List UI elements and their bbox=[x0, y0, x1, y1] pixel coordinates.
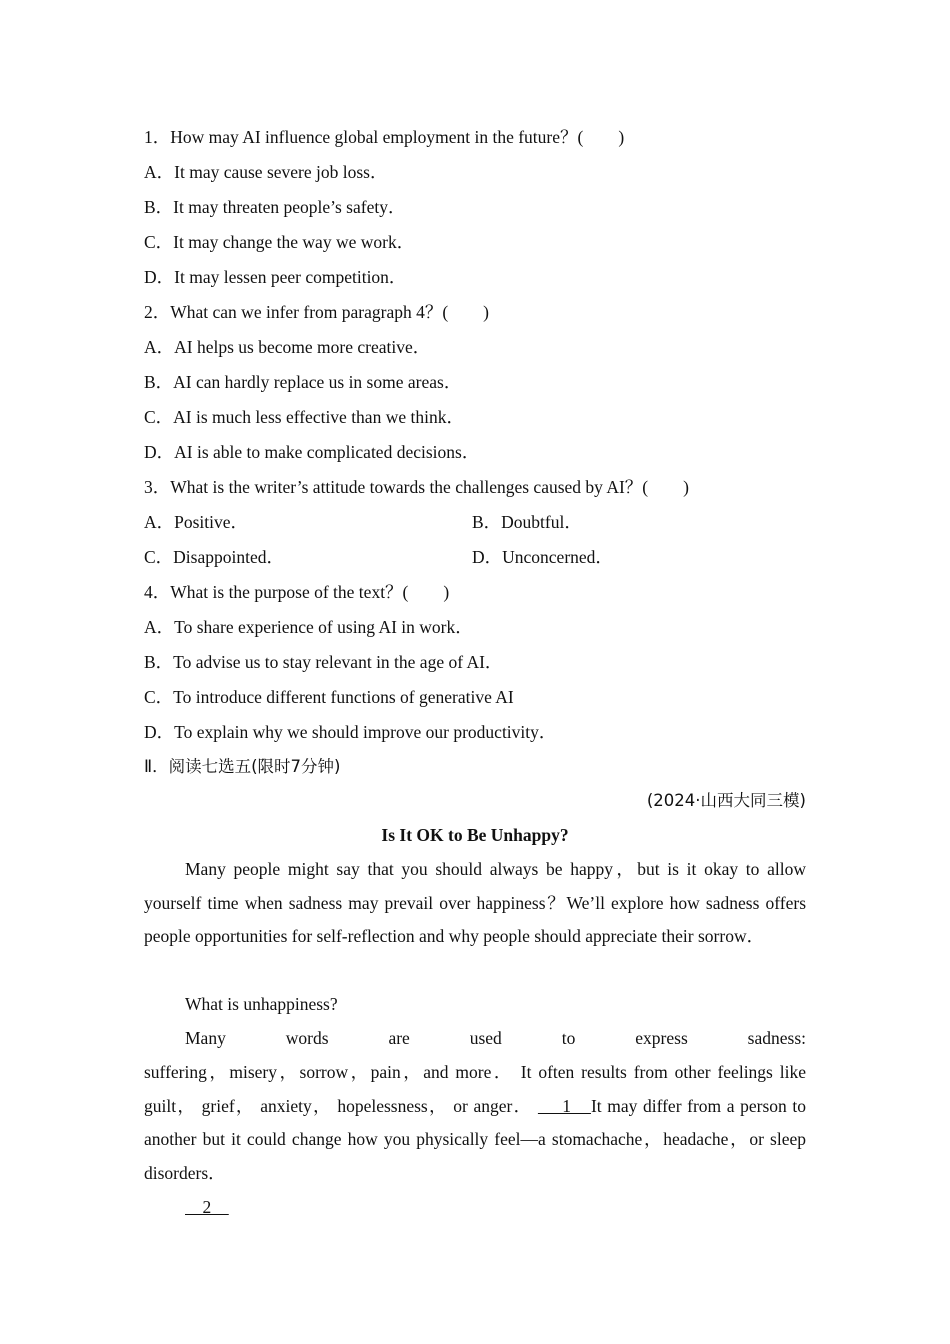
question-4-option-d: D．To explain why we should improve our productivity． bbox=[144, 722, 557, 742]
blank-2[interactable]: 2 bbox=[185, 1197, 229, 1217]
paragraph-2-text-before-blank: suffering，misery，sorrow，pain，and more． It often results from other feelings like guilt， grief， anxiety， hopelessness， or anger． bbox=[144, 1062, 806, 1116]
question-3-option-a: A．Positive． bbox=[144, 512, 249, 532]
question-3-stem: 3．What is the writer’s attitude towards the challenges caused by AI？( ) bbox=[144, 477, 689, 497]
passage-paragraph-2-line-1: Many words are used to express sadness: bbox=[185, 1028, 806, 1048]
question-3-option-d: D．Unconcerned． bbox=[472, 547, 613, 567]
question-4-stem: 4．What is the purpose of the text？( ) bbox=[144, 582, 450, 602]
passage-paragraph-2 bbox=[144, 1056, 806, 1191]
question-2-option-b: B．AI can hardly replace us in some areas． bbox=[144, 372, 462, 392]
question-1-option-b: B．It may threaten people’s safety． bbox=[144, 197, 406, 217]
passage-title: Is It OK to Be Unhappy? bbox=[381, 825, 569, 845]
question-2-option-c: C．AI is much less effective than we think． bbox=[144, 407, 464, 427]
question-1-option-c: C．It may change the way we work． bbox=[144, 232, 415, 252]
question-4-option-a: A．To share experience of using AI in work． bbox=[144, 617, 473, 637]
source-citation: (2024·山西大同三模) bbox=[646, 791, 806, 810]
question-1-stem: 1．How may AI influence global employment in the future？( ) bbox=[144, 127, 625, 147]
section-heading: Ⅱ．阅读七选五(限时7分钟) bbox=[144, 757, 341, 776]
question-3-option-c: C．Disappointed． bbox=[144, 547, 284, 567]
passage-subheading: What is unhappiness? bbox=[185, 994, 338, 1014]
question-2-option-d: D．AI is able to make complicated decisions． bbox=[144, 442, 480, 462]
question-3-option-b: B．Doubtful． bbox=[472, 512, 582, 532]
passage-blank-2-line bbox=[144, 1191, 806, 1225]
blank-1[interactable]: 1 bbox=[537, 1095, 591, 1116]
question-2-option-a: A．AI helps us become more creative． bbox=[144, 337, 431, 357]
question-4-option-b: B．To advise us to stay relevant in the age of AI． bbox=[144, 652, 503, 672]
question-2-stem: 2．What can we infer from paragraph 4？( ) bbox=[144, 302, 490, 322]
question-1-option-a: A．It may cause severe job loss． bbox=[144, 162, 388, 182]
passage-paragraph-1: Many people might say that you should always be happy，but is it okay to allow yourself time when sadness may prevail over happiness？We’ll explore how sadness offers people opportunities for self-reflection and why people should appreciate their sorrow． bbox=[144, 859, 806, 947]
paragraph-2-text-after-blank: It may differ from a person to another but it could change how you physically feel—a stomachache，headache，or sleep disorders． bbox=[144, 1095, 806, 1184]
question-4-option-c: C．To introduce different functions of generative AI bbox=[144, 687, 514, 707]
question-1-option-d: D．It may lessen peer competition． bbox=[144, 267, 407, 287]
